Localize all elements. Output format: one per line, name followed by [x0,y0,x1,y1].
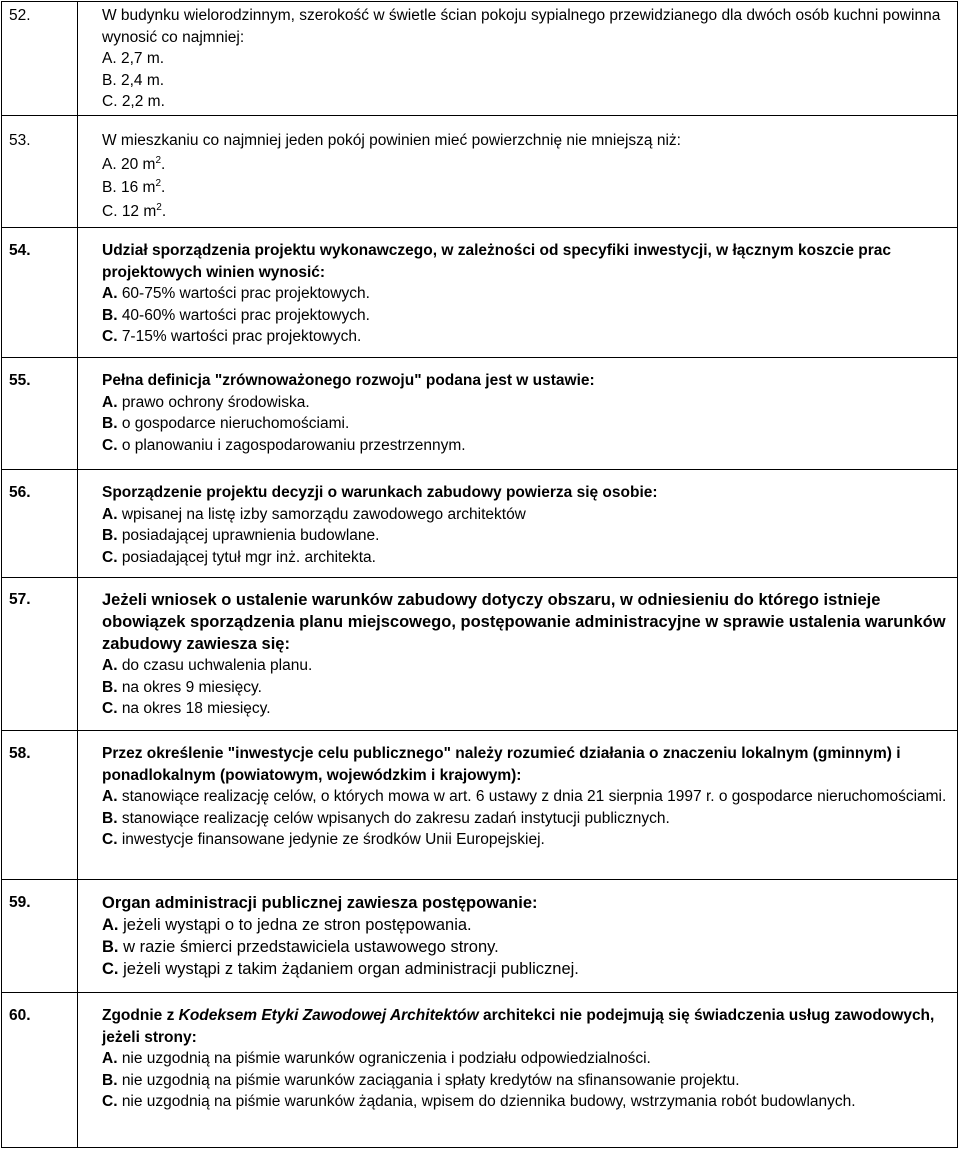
question-number: 59. [2,880,78,993]
answer-option: A. jeżeli wystąpi o to jedna ze stron postępowania. [102,916,472,934]
question-row [2,731,958,880]
question-text: Organ administracji publicznej zawiesza postępowanie: [102,894,538,912]
answer-option: B. o gospodarce nieruchomościami. [102,415,350,432]
question-number: 57. [2,578,78,731]
answer-option: C. na okres 18 miesięcy. [102,700,271,717]
question-text: Udział sporządzenia projektu wykonawczego, w zależności od specyfiki inwestycji, w łącznym koszcie prac projektowych winien wynosić: [102,242,892,281]
answer-option: C. 7-15% wartości prac projektowych. [102,328,362,345]
question-number: 54. [2,228,78,358]
question-number: 58. [2,731,78,880]
answer-option: C. 12 $m^2$. [102,201,167,220]
question-row [2,880,958,993]
question-body [78,358,958,470]
answer-option: B. 16 $m^2$. [102,178,166,196]
question-row [2,116,958,228]
question-body [78,470,958,578]
question-row [2,470,958,578]
question-text: Pełna definicja "zrównoważonego rozwoju" podana jest w ustawie: [102,372,595,389]
question-number: 52. [2,2,78,116]
exam-page [0,1,960,1159]
question-number: 53. [2,116,78,228]
question-body [78,2,958,116]
answer-option: C. jeżeli wystąpi z takim żądaniem organ administracji publicznej. [102,960,579,978]
question-body [78,731,958,880]
answer-option: B. nie uzgodnią na piśmie warunków zaciągania i spłaty kredytów na sfinansowanie projektu. [102,1071,740,1089]
question-number: 55. [2,358,78,470]
question-number: 56. [2,470,78,578]
question-body [78,993,958,1148]
answer-option: A. nie uzgodnią na piśmie warunków ograniczenia i podziału odpowiedzialności. [102,1050,651,1067]
answer-option: B. posiadającej uprawnienia budowlane. [102,527,380,544]
question-row [2,993,958,1148]
answer-option: B. stanowiące realizację celów wpisanych do zakresu zadań instytucji publicznych. [102,809,670,827]
question-body [78,228,958,358]
question-body [78,578,958,731]
answer-option: A. prawo ochrony środowiska. [102,393,310,411]
answer-option: C. 2,2 m. [102,93,165,110]
question-body [78,880,958,993]
answer-option: A. do czasu uchwalenia planu. [102,657,313,674]
answer-option: C. posiadającej tytuł mgr inż. architekta. [102,548,376,566]
question-row [2,228,958,358]
answer-option: A. 60-75% wartości prac projektowych. [102,285,370,302]
question-row [2,358,958,470]
question-row [2,578,958,731]
answer-option: B. 40-60% wartości prac projektowych. [102,306,370,324]
answer-option: C. o planowaniu i zagospodarowaniu przestrzennym. [102,436,466,454]
question-text: W budynku wielorodzinnym, szerokość w świetle ścian pokoju sypialnego przewidzianego dla dwóch osób kuchni powinna wynosić co najmniej: [102,7,941,46]
question-table [1,1,958,1148]
question-text: Jeżeli wniosek o ustalenie warunków zabudowy dotyczy obszaru, w odniesieniu do którego istnieje obowiązek sporządzenia planu miejscowego, postępowanie administracyjne w sprawie ustalenia warunków zabudowy zawiesza się: [102,591,946,653]
question-row [2,2,958,116]
answer-option: B. na okres 9 miesięcy. [102,678,262,696]
answer-option: A. stanowiące realizację celów, o których mowa w art. 6 ustawy z dnia 21 sierpnia 1997 r. o gospodarce nieruchomościami. [102,788,947,805]
code-title: Kodeksem Etyki Zawodowej Architektów [178,1007,479,1024]
answer-option: C. nie uzgodnią na piśmie warunków żądania, wpisem do dziennika budowy, wstrzymania robót budowlanych. [102,1093,856,1110]
answer-option: C. inwestycje finansowane jedynie ze środków Unii Europejskiej. [102,831,545,848]
question-body [78,116,958,228]
answer-option: A. 2,7 m. [102,50,165,67]
answer-option: B. 2,4 m. [102,71,165,89]
answer-option: B. w razie śmierci przedstawiciela ustawowego strony. [102,938,499,956]
answer-option: A. wpisanej na listę izby samorządu zawodowego architektów [102,505,526,523]
question-text: Sporządzenie projektu decyzji o warunkach zabudowy powierza się osobie: [102,484,658,501]
question-text: Przez określenie "inwestycje celu publicznego" należy rozumieć działania o znaczeniu lokalnym (gminnym) i ponadlokalnym (powiatowym, wojewódzkim i krajowym): [102,745,901,784]
question-text: W mieszkaniu co najmniej jeden pokój powinien mieć powierzchnię nie mniejszą niż: [102,132,681,149]
answer-option: A. 20 $m^2$. [102,154,166,173]
question-text: Zgodnie z Kodeksem Etyki Zawodowej Architektów architekci nie podejmują się świadczenia usług zawodowych, jeżeli strony: [102,1007,935,1046]
question-number: 60. [2,993,78,1148]
